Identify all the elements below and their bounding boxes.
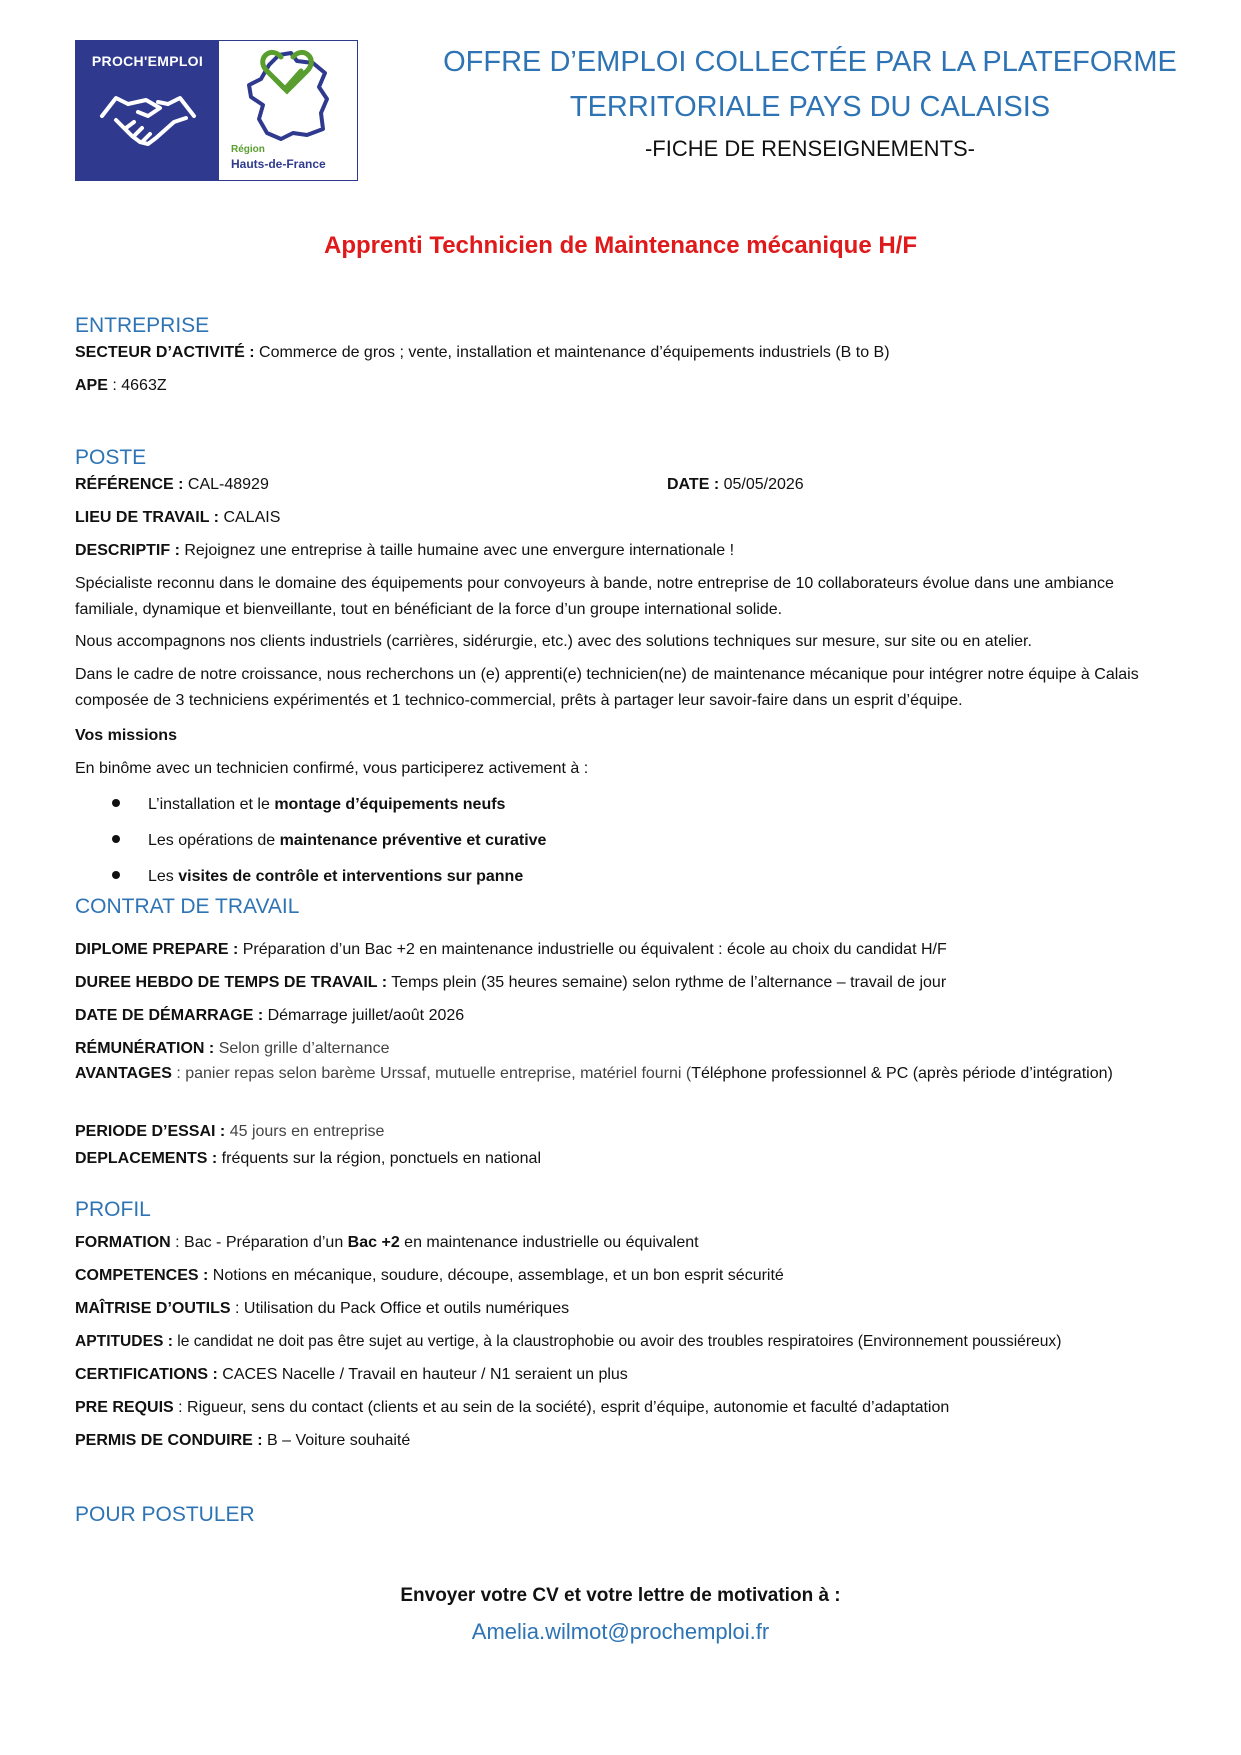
field-value: le candidat ne doit pas être sujet au vertige, à la claustrophobie ou avoir des troubles respiratoires (Environnement poussiéreux)	[172, 1333, 1062, 1350]
bullet-text: Les	[148, 868, 179, 885]
field-label: DATE DE DÉMARRAGE :	[75, 1007, 264, 1024]
field-date-demarrage	[75, 1003, 1165, 1028]
bullet-text: L’installation et le	[148, 796, 275, 813]
bullet-dot-icon	[112, 799, 120, 807]
field-label: PRE REQUIS	[75, 1399, 174, 1416]
descriptif-paragraph-2: Nous accompagnons nos clients industriels (carrières, sidérurgie, etc.) avec des solutions techniques sur mesure, sur site ou en atelier.	[75, 633, 1032, 650]
field-value: 45 jours en entreprise	[225, 1123, 385, 1140]
logo-brand-text: PROCH'EMPLOI	[91, 53, 204, 69]
field-duree-hebdo	[75, 970, 1165, 995]
field-label: CERTIFICATIONS :	[75, 1366, 218, 1383]
header-title-line2: TERRITORIALE PAYS DU CALAISIS	[569, 91, 1051, 123]
field-label: AVANTAGES	[75, 1065, 172, 1082]
logo-region-name: Hauts-de-France	[231, 157, 326, 171]
field-secteur	[75, 340, 1165, 365]
field-label: MAÎTRISE D’OUTILS	[75, 1300, 231, 1317]
field-value: : Rigueur, sens du contact (clients et au sein de la société), esprit d’équipe, autonomie et faculté d’adaptation	[173, 1399, 950, 1416]
field-permis	[75, 1428, 1165, 1453]
field-avantages	[75, 1061, 1170, 1087]
field-ape	[75, 373, 1165, 398]
field-aptitudes	[75, 1329, 1195, 1354]
field-label: APE	[75, 377, 108, 394]
mission-bullet-3	[112, 864, 523, 889]
field-deplacements	[75, 1146, 1165, 1171]
field-value: fréquents sur la région, ponctuels en national	[217, 1150, 541, 1167]
bullet-text-bold: montage d’équipements neufs	[274, 796, 506, 813]
job-title: Apprenti Technicien de Maintenance mécanique H/F	[323, 232, 917, 259]
bullet-text-bold: maintenance préventive et curative	[279, 832, 547, 849]
field-value-detail: Téléphone professionnel & PC (après période d’intégration)	[691, 1065, 1113, 1082]
field-value: Temps plein (35 heures semaine) selon rythme de l’alternance – travail de jour	[387, 974, 947, 991]
field-pre-requis	[75, 1395, 1165, 1420]
field-descriptif	[75, 538, 1165, 563]
logo-left-panel	[76, 41, 219, 180]
mission-bullet-1	[112, 792, 505, 817]
field-label: DEPLACEMENTS :	[75, 1150, 218, 1167]
bullet-dot-icon	[112, 835, 120, 843]
field-label: COMPETENCES :	[75, 1267, 209, 1284]
field-certifications	[75, 1362, 1165, 1387]
field-value: CAL-48929	[183, 476, 269, 493]
field-value: Notions en mécanique, soudure, découpe, assemblage, et un bon esprit sécurité	[208, 1267, 784, 1284]
hauts-de-france-map-icon	[241, 49, 336, 144]
field-value: Commerce de gros ; vente, installation et maintenance d’équipements industriels (B to B)	[254, 344, 890, 361]
field-label: PERMIS DE CONDUIRE :	[75, 1432, 263, 1449]
header-title-line1: OFFRE D’EMPLOI COLLECTÉE PAR LA PLATEFORME	[443, 46, 1177, 78]
field-label: APTITUDES :	[75, 1333, 173, 1350]
descriptif-paragraph-1: Spécialiste reconnu dans le domaine des équipements pour convoyeurs à bande, notre entreprise de 10 collaborateurs évolue dans une ambiance familiale, dynamique et bienveillante, tout en bénéficiant de la force d’un groupe international solide.	[75, 575, 1114, 618]
handshake-icon	[98, 86, 198, 156]
field-label: DUREE HEBDO DE TEMPS DE TRAVAIL :	[75, 974, 388, 991]
field-periode-essai	[75, 1119, 1165, 1144]
apply-email-link[interactable]: Amelia.wilmot@prochemploi.fr	[471, 1619, 770, 1644]
field-label: DATE :	[667, 476, 720, 493]
field-label: PERIODE D’ESSAI :	[75, 1123, 226, 1140]
proch-emploi-logo	[75, 40, 358, 181]
field-label: LIEU DE TRAVAIL :	[75, 509, 219, 526]
field-date	[667, 472, 1067, 497]
section-heading-postuler: POUR POSTULER	[75, 1503, 255, 1526]
field-value: en maintenance industrielle ou équivalent	[399, 1234, 699, 1251]
field-value: : Bac - Préparation d’un	[170, 1234, 348, 1251]
missions-intro: En binôme avec un technicien confirmé, vous participerez activement à :	[75, 760, 589, 777]
section-heading-contrat: CONTRAT DE TRAVAIL	[75, 895, 300, 918]
logo-region-label: Région	[231, 144, 265, 155]
section-heading-poste: POSTE	[75, 446, 147, 469]
mission-bullet-2	[112, 828, 546, 853]
field-value: Préparation d’un Bac +2 en maintenance industrielle ou équivalent : école au choix du candidat H/F	[238, 941, 947, 958]
field-remuneration	[75, 1036, 1165, 1061]
field-value: : 4663Z	[107, 377, 167, 394]
field-lieu	[75, 505, 1165, 530]
field-value: : panier repas selon barème Urssaf, mutuelle entreprise, matériel fourni (	[171, 1065, 692, 1082]
page-header-subtitle: -FICHE DE RENSEIGNEMENTS-	[644, 136, 976, 161]
field-value-bold: Bac +2	[347, 1234, 400, 1251]
section-heading-entreprise: ENTREPRISE	[75, 314, 210, 337]
field-value: : Utilisation du Pack Office et outils numériques	[230, 1300, 570, 1317]
field-value: CALAIS	[219, 509, 281, 526]
field-diplome	[75, 937, 1165, 962]
bullet-text-bold: visites de contrôle et interventions sur panne	[178, 868, 524, 885]
field-maitrise-outils	[75, 1296, 1165, 1321]
field-value: B – Voiture souhaité	[262, 1432, 411, 1449]
missions-heading: Vos missions	[75, 727, 177, 744]
field-value: 05/05/2026	[719, 476, 804, 493]
field-formation	[75, 1230, 1165, 1255]
field-label: SECTEUR D’ACTIVITÉ :	[75, 344, 255, 361]
section-heading-profil: PROFIL	[75, 1198, 151, 1221]
field-value: Démarrage juillet/août 2026	[263, 1007, 465, 1024]
field-competences	[75, 1263, 1165, 1288]
field-value: CACES Nacelle / Travail en hauteur / N1 seraient un plus	[217, 1366, 628, 1383]
field-label: RÉMUNÉRATION :	[75, 1040, 215, 1057]
page-header-title	[400, 40, 1220, 130]
field-value: Rejoignez une entreprise à taille humaine avec une envergure internationale !	[179, 542, 735, 559]
field-label: RÉFÉRENCE :	[75, 476, 184, 493]
field-label: DESCRIPTIF :	[75, 542, 180, 559]
logo-right-panel	[219, 41, 357, 180]
field-label: DIPLOME PREPARE :	[75, 941, 239, 958]
field-value: Selon grille d’alternance	[214, 1040, 390, 1057]
bullet-dot-icon	[112, 871, 120, 879]
apply-instruction: Envoyer votre CV et votre lettre de motivation à :	[400, 1585, 841, 1606]
bullet-text: Les opérations de	[148, 832, 280, 849]
field-label: FORMATION	[75, 1234, 171, 1251]
descriptif-paragraph-3: Dans le cadre de notre croissance, nous recherchons un (e) apprenti(e) technicien(ne) de maintenance mécanique pour intégrer notre équipe à Calais composée de 3 techniciens expérimentés et 1 technico-commercial, prêts à partager leur savoir-faire dans un esprit d’équipe.	[75, 666, 1139, 709]
